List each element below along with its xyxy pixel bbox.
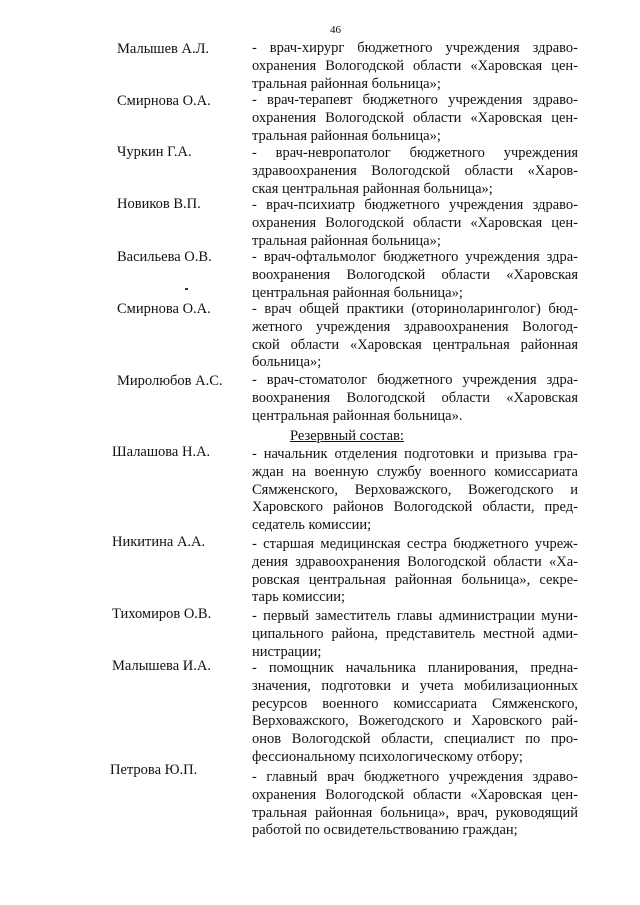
reserve-name: Шалашова Н.А. xyxy=(112,444,211,460)
member-description xyxy=(252,372,578,425)
description-line: - помощник начальника планирования, предна- xyxy=(252,660,578,676)
description-line: больница»; xyxy=(252,354,322,371)
reserve-description xyxy=(252,608,578,661)
description-line: - главный врач бюджетного учреждения здраво- xyxy=(252,769,578,785)
description-line: тральная районная больница»; xyxy=(252,75,441,92)
member-description xyxy=(252,40,578,93)
description-line: центральная районная больница»; xyxy=(252,284,463,301)
member-description xyxy=(252,145,578,198)
description-line: значения, подготовки и учета мобилизационных xyxy=(252,677,578,694)
description-line: - врач-стоматолог бюджетного учреждения здра- xyxy=(252,372,578,388)
description-line: воохранения Вологодской области «Харовская xyxy=(252,389,578,406)
member-description xyxy=(252,249,578,302)
member-name: Смирнова О.А. xyxy=(117,93,211,109)
reserve-name: Петрова Ю.П. xyxy=(110,762,198,778)
description-line: фессиональному психологическому отбору; xyxy=(252,748,523,765)
description-line: - врач-невропатолог бюджетного учреждения xyxy=(252,145,578,161)
description-line: ской области «Харовская центральная районная xyxy=(252,336,578,353)
description-line: - врач-терапевт бюджетного учреждения здраво- xyxy=(252,92,578,108)
reserve-description xyxy=(252,769,578,840)
description-line: ская центральная районная больница»; xyxy=(252,180,493,197)
reserve-description xyxy=(252,536,578,607)
description-line: Верховажского, Вожегодского и Харовского рай- xyxy=(252,713,578,730)
description-line: ципального района, представитель местной адми- xyxy=(252,625,578,642)
description-line: ровская центральная районная больница», секре- xyxy=(252,571,578,588)
description-line: охранения Вологодской области «Харовская цен- xyxy=(252,214,578,231)
member-name: Васильева О.В. xyxy=(117,249,212,265)
description-line: здравоохранения Вологодской области «Харов- xyxy=(252,162,578,179)
scan-speck xyxy=(185,288,188,290)
description-line: жетного учреждения здравоохранения Вологод- xyxy=(252,318,578,335)
reserve-section-heading: Резервный состав: xyxy=(290,428,404,444)
description-line: седатель комиссии; xyxy=(252,517,372,534)
description-line: ресурсов военного комиссариата Сямженского, xyxy=(252,695,578,712)
description-line: - начальник отделения подготовки и призыва гра- xyxy=(252,446,578,462)
reserve-description xyxy=(252,446,578,535)
description-line: охранения Вологодской области «Харовская цен- xyxy=(252,109,578,126)
description-line: центральная районная больница». xyxy=(252,407,463,424)
reserve-name: Малышева И.А. xyxy=(112,658,211,674)
description-line: - врач-офтальмолог бюджетного учреждения здра- xyxy=(252,249,578,265)
member-name: Смирнова О.А. xyxy=(117,301,211,317)
reserve-name: Тихомиров О.В. xyxy=(112,606,212,622)
description-line: дения здравоохранения Вологодской области «Ха- xyxy=(252,553,578,570)
description-line: воохранения Вологодской области «Харовская xyxy=(252,266,578,283)
member-description xyxy=(252,301,578,372)
description-line: - врач общей практики (оториноларинголог) бюд- xyxy=(252,301,578,317)
description-line: тральная районная больница»; xyxy=(252,127,441,144)
member-name: Миролюбов А.С. xyxy=(117,373,223,389)
member-name: Чуркин Г.А. xyxy=(117,144,192,160)
member-name: Новиков В.П. xyxy=(117,196,201,212)
description-line: тральная районная больница»; xyxy=(252,232,441,249)
description-line: ждан на военную службу военного комиссариата xyxy=(252,463,578,480)
description-line: охранения Вологодской области «Харовская цен- xyxy=(252,57,578,74)
description-line: Харовского районов Вологодской области, пред- xyxy=(252,499,578,516)
description-line: - первый заместитель главы администрации муни- xyxy=(252,608,578,624)
description-line: охранения Вологодской области «Харовская цен- xyxy=(252,786,578,803)
description-line: - врач-хирург бюджетного учреждения здраво- xyxy=(252,40,578,56)
member-description xyxy=(252,92,578,145)
description-line: - врач-психиатр бюджетного учреждения здраво- xyxy=(252,197,578,213)
description-line: тарь комиссии; xyxy=(252,589,346,606)
description-line: - старшая медицинская сестра бюджетного учреж- xyxy=(252,536,578,552)
description-line: нистрации; xyxy=(252,643,322,660)
description-line: тральная районная больница», врач, руководящий xyxy=(252,804,578,821)
reserve-name: Никитина А.А. xyxy=(112,534,206,550)
reserve-description xyxy=(252,660,578,767)
description-line: онов Вологодской области, специалист по про- xyxy=(252,731,578,748)
member-name: Малышев А.Л. xyxy=(117,41,210,57)
page-number: 46 xyxy=(330,24,341,36)
description-line: работой по освидетельствованию граждан; xyxy=(252,822,518,839)
description-line: Сямженского, Верховажского, Вожегодского и xyxy=(252,481,578,498)
member-description xyxy=(252,197,578,250)
